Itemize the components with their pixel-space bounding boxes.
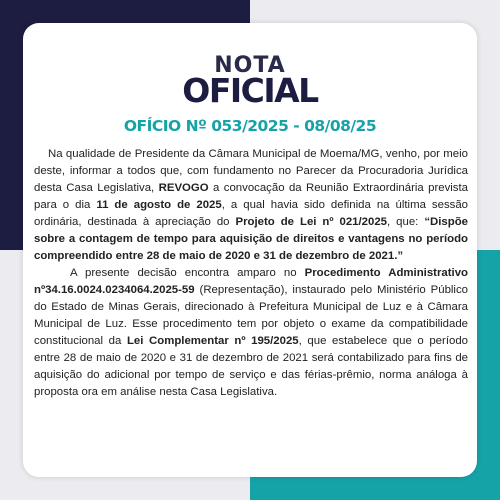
p1-bold-quote: “Dispõe sobre a contagem de tempo para aquisição de direitos e vantagens no período compreendido entre 28 de maio de 2020 e 31 de dezembro de 2021.” xyxy=(34,216,468,262)
p1-text-1: Na qualidade de Presidente da Câmara Municipal de Moema/MG, venho, por meio deste, informar a todos que, com fundamento no Parecer da Procuradoria Jurídica desta Casa Legislativa, xyxy=(34,148,468,194)
p2-text-2: (Representação), instaurado pelo Ministério Público do Estado de Minas Gerais, direcionado à Prefeitura Municipal de Luz e à Câmara Municipal de Luz. Esse procedimento tem por objeto o exame da compatibilidade constitucional da xyxy=(34,284,468,347)
p2-bold-law: Lei Complementar nº 195/2025 xyxy=(126,335,299,347)
p2-bold-procedure: Procedimento Administrativo nº34.16.0024.0234064.2025-59 xyxy=(34,267,468,296)
title-nota: NOTA xyxy=(214,53,286,78)
title-oficial: OFICIAL xyxy=(182,71,318,110)
note-body xyxy=(34,146,468,401)
p1-text-2: a convocação da Reunião Extraordinária prevista para o dia xyxy=(34,182,469,211)
p1-bold-date: 11 de agosto de 2025 xyxy=(96,199,222,211)
p1-bold-project: Projeto de Lei nº 021/2025 xyxy=(235,216,388,228)
p1-text-4: , que: xyxy=(387,216,425,228)
paragraph-revocation xyxy=(34,146,468,265)
oficio-number: OFÍCIO Nº 053/2025 - 08/08/25 xyxy=(123,117,377,135)
p1-bold-revogo: REVOGO xyxy=(158,182,209,194)
note-card xyxy=(23,23,477,477)
p2-text-1: A presente decisão encontra amparo no xyxy=(70,267,305,279)
p2-text-3: , que estabelece que o período entre 28 de maio de 2020 e 31 de dezembro de 2021 será contabilizado para fins de aquisição do adicional por tempo de serviço e das férias-prêmio, norma análoga à proposta ora em análise nesta Casa Legislativa. xyxy=(34,335,468,398)
p1-text-3: , a qual havia sido definida na última sessão ordinária, destinada à apreciação do xyxy=(34,199,469,228)
paragraph-basis xyxy=(34,265,468,401)
